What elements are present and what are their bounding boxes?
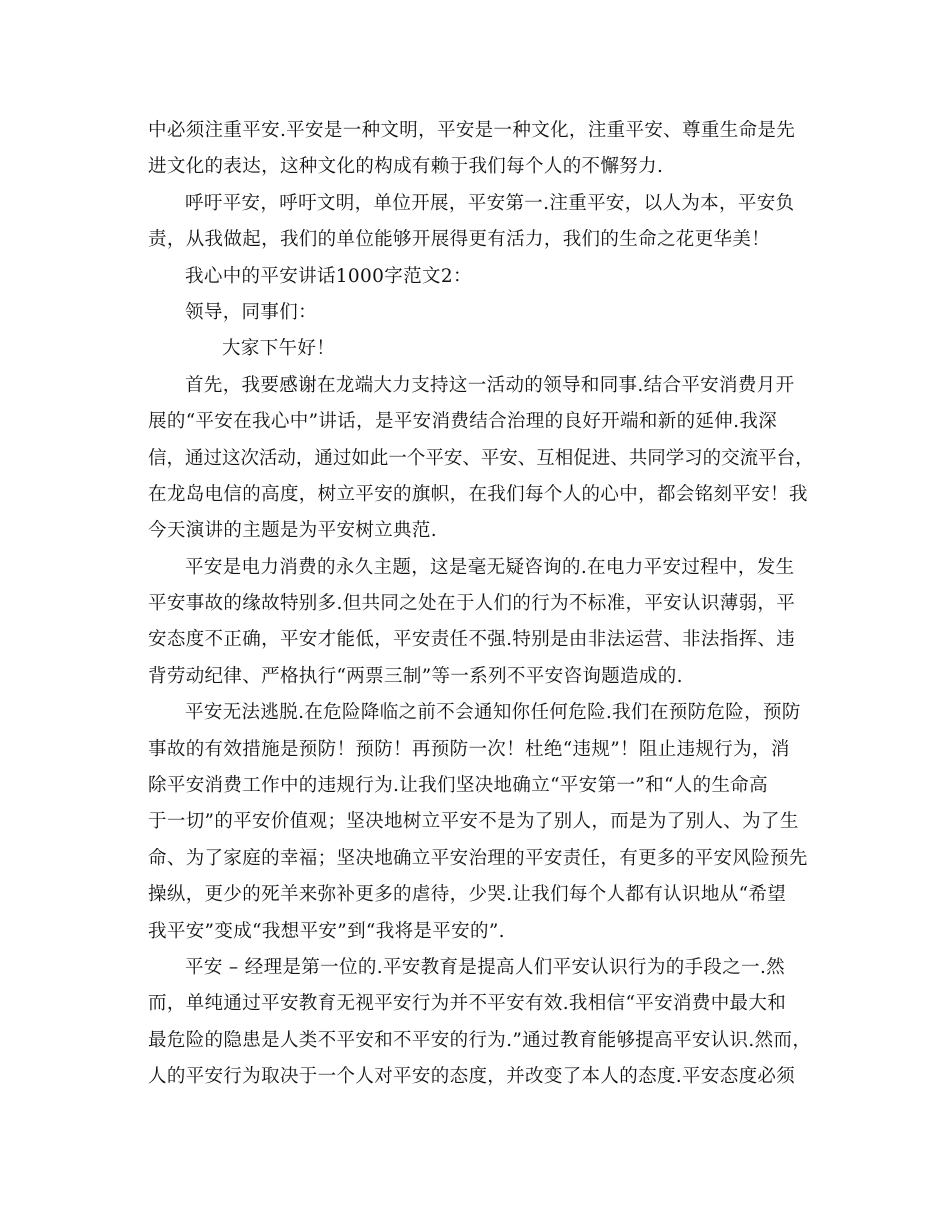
text-line: 安态度不正确，平安才能低，平安责任不强.特别是由非法运营、非法指挥、违 xyxy=(148,629,796,651)
text-line: 平安事故的缘故特别多.但共同之处在于人们的行为不标准，平安认识薄弱，平 xyxy=(148,593,796,615)
text-line: 平安无法逃脱.在危险降临之前不会通知你任何危险.我们在预防危险，预防 xyxy=(185,702,801,724)
text-line: 大家下午好！ xyxy=(222,338,336,360)
text-line: 平安是电力消费的永久主题，这是毫无疑咨询的.在电力平安过程中，发生 xyxy=(185,556,795,578)
text-line: 中必须注重平安.平安是一种文明，平安是一种文化，注重平安、尊重生命是先 xyxy=(148,120,796,141)
text-line: 命、为了家庭的幸福；坚决地确立平安治理的平安责任，有更多的平安风险预先 xyxy=(148,847,808,869)
text-line: 事故的有效措施是预防！预防！再预防一次！杜绝“违规”！阻止违规行为，消 xyxy=(148,738,790,760)
text-line: 展的“平安在我心中”讲话，是平安消费结合治理的良好开端和新的延伸.我深 xyxy=(148,411,778,433)
text-line: 今天演讲的主题是为平安树立典范. xyxy=(148,520,437,542)
text-line: 于一切”的平安价值观；坚决地树立平安不是为了别人，而是为了别人、为了生 xyxy=(148,811,799,833)
text-line: 责，从我做起，我们的单位能够开展得更有活力，我们的生命之花更华美！ xyxy=(148,229,771,251)
text-line: 我心中的平安讲话1000字范文2： xyxy=(185,265,472,287)
text-line: 在龙岛电信的高度，树立平安的旗帜，在我们每个人的心中，都会铭刻平安！我 xyxy=(148,483,808,505)
text-line: 我平安”变成“我想平安”到“我将是平安的”. xyxy=(148,920,505,942)
text-line: 最危险的隐患是人类不平安和不平安的行为.”通过教育能够提高平安认识.然而， xyxy=(148,1029,812,1051)
text-line: 领导，同事们： xyxy=(185,301,317,323)
text-line: 操纵，更少的死羊来弥补更多的虐待，少哭.让我们每个人都有认识地从“希望 xyxy=(148,884,787,906)
text-line: 进文化的表达，这种文化的构成有赖于我们每个人的不懈努力. xyxy=(148,156,664,178)
text-line: 平安 – 经理是第一位的.平安教育是提高人们平安认识行为的手段之一.然 xyxy=(185,956,786,978)
text-line: 除平安消费工作中的违规行为.让我们坚决地确立“平安第一”和“人的生命高 xyxy=(148,775,769,797)
text-line: 呼吁平安，呼吁文明，单位开展，平安第一.注重平安，以人为本，平安负 xyxy=(185,192,795,214)
text-line: 而，单纯通过平安教育无视平安行为并不平安有效.我相信“平安消费中最大和 xyxy=(148,993,787,1015)
text-line: 背劳动纪律、严格执行“两票三制”等一系列不平安咨询题造成的. xyxy=(148,665,683,687)
text-line: 首先，我要感谢在龙端大力支持这一活动的领导和同事.结合平安消费月开 xyxy=(185,374,795,396)
text-line: 人的平安行为取决于一个人对平安的态度，并改变了本人的态度.平安态度必须 xyxy=(148,1066,796,1088)
document-body-text xyxy=(148,113,814,1096)
text-line: 信，通过这次活动，通过如此一个平安、平安、互相促进、共同学习的交流平台， xyxy=(148,447,814,469)
